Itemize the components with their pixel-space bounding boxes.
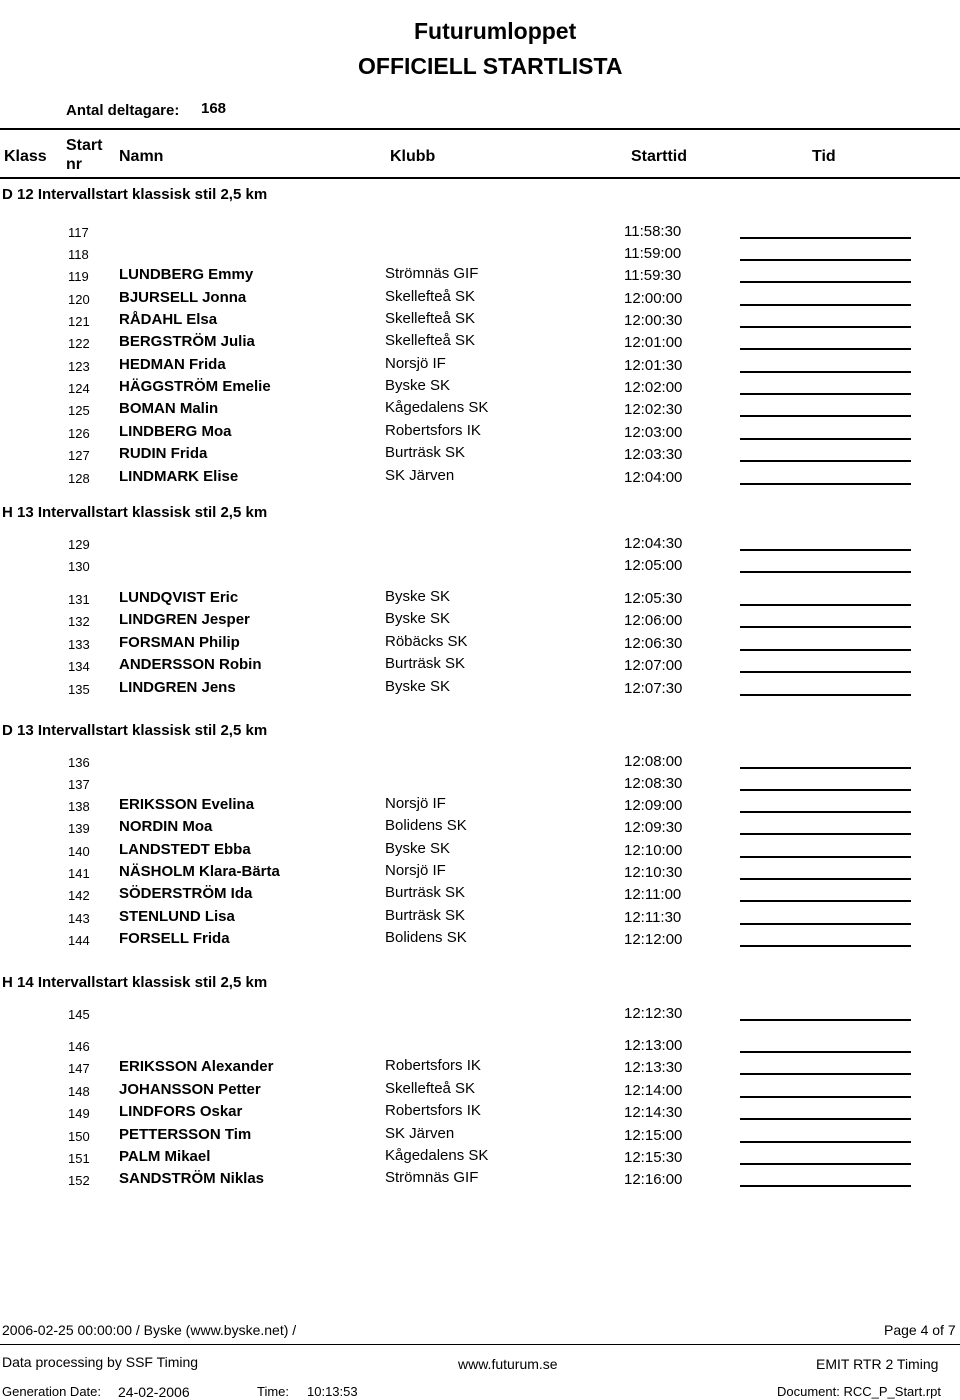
club-name: Burträsk SK [385, 884, 466, 901]
start-row [0, 556, 960, 578]
club-name: Skellefteå SK [385, 310, 476, 327]
start-time: 12:01:30 [624, 357, 683, 374]
start-row [0, 222, 960, 244]
result-time-line [740, 371, 911, 373]
athlete-name: ANDERSSON Robin [119, 656, 262, 673]
result-time-line [740, 1141, 911, 1143]
club-name: Skellefteå SK [385, 288, 476, 305]
start-row [0, 534, 960, 556]
result-time-line [740, 1118, 911, 1120]
result-time-line [740, 1051, 911, 1053]
athlete-name: LINDGREN Jens [119, 679, 236, 696]
start-number: 150 [68, 1129, 90, 1144]
athlete-name: SÖDERSTRÖM Ida [119, 885, 253, 902]
start-number: 117 [68, 225, 89, 240]
col-header-tid: Tid [812, 148, 836, 165]
start-number: 124 [68, 381, 90, 396]
result-time-line [740, 878, 911, 880]
footer-time-value: 10:13:53 [307, 1384, 358, 1399]
start-time: 12:08:30 [624, 775, 683, 792]
start-row [0, 333, 960, 355]
start-row [0, 930, 960, 952]
start-row [0, 266, 960, 288]
club-name: Byske SK [385, 610, 451, 627]
athlete-name: ERIKSSON Alexander [119, 1058, 274, 1075]
start-time: 12:01:00 [624, 334, 683, 351]
footer-rule [0, 1344, 960, 1345]
start-row [0, 244, 960, 266]
athlete-name: LANDSTEDT Ebba [119, 841, 251, 858]
start-time: 12:04:00 [624, 469, 683, 486]
footer-generation-date: 24-02-2006 [118, 1384, 190, 1400]
result-time-line [740, 1019, 911, 1021]
result-time-line [740, 460, 911, 462]
result-time-line [740, 923, 911, 925]
start-time: 12:00:00 [624, 290, 683, 307]
start-time: 11:58:30 [624, 223, 682, 240]
athlete-name: HÄGGSTRÖM Emelie [119, 378, 271, 395]
start-number: 148 [68, 1084, 90, 1099]
athlete-name: LINDBERG Moa [119, 423, 232, 440]
participants-label: Antal deltagare: [66, 102, 180, 119]
start-number: 129 [68, 537, 90, 552]
athlete-name: HEDMAN Frida [119, 356, 226, 373]
result-time-line [740, 767, 911, 769]
start-number: 125 [68, 403, 90, 418]
start-number: 120 [68, 292, 90, 307]
club-name: SK Järven [385, 1125, 455, 1142]
club-name: Burträsk SK [385, 907, 466, 924]
start-row [0, 423, 960, 445]
start-time: 11:59:30 [624, 267, 682, 284]
class-section-title: H 14 Intervallstart klassisk stil 2,5 km [2, 974, 268, 991]
start-time: 11:59:00 [624, 245, 682, 262]
athlete-name: BJURSELL Jonna [119, 289, 247, 306]
club-name: Bolidens SK [385, 929, 467, 946]
page-subtitle: OFFICIELL STARTLISTA [358, 53, 623, 79]
start-time: 12:05:00 [624, 557, 683, 574]
start-number: 135 [68, 682, 90, 697]
start-time: 12:10:30 [624, 864, 683, 881]
start-number: 133 [68, 637, 90, 652]
start-time: 12:02:30 [624, 401, 683, 418]
athlete-name: SANDSTRÖM Niklas [119, 1170, 265, 1187]
club-name: Byske SK [385, 678, 451, 695]
start-row [0, 656, 960, 678]
result-time-line [740, 438, 911, 440]
header-bottom-rule [0, 177, 960, 179]
start-time: 12:15:00 [624, 1127, 683, 1144]
start-row [0, 885, 960, 907]
class-section-title: D 13 Intervallstart klassisk stil 2,5 km [2, 722, 268, 739]
start-number: 137 [68, 777, 90, 792]
result-time-line [740, 626, 911, 628]
athlete-name: LUNDQVIST Eric [119, 589, 239, 606]
start-number: 122 [68, 336, 90, 351]
start-number: 123 [68, 359, 90, 374]
start-number: 132 [68, 614, 90, 629]
start-time: 12:15:30 [624, 1149, 683, 1166]
start-number: 147 [68, 1061, 90, 1076]
athlete-name: NÄSHOLM Klara-Bärta [119, 863, 280, 880]
start-number: 128 [68, 471, 90, 486]
start-row [0, 1103, 960, 1125]
club-name: Norsjö IF [385, 795, 446, 812]
class-section-title: D 12 Intervallstart klassisk stil 2,5 km [2, 186, 268, 203]
footer-generation-label: Generation Date: [2, 1384, 102, 1399]
club-name: Norsjö IF [385, 862, 446, 879]
start-number: 119 [68, 269, 89, 284]
result-time-line [740, 483, 911, 485]
athlete-name: JOHANSSON Petter [119, 1081, 261, 1098]
club-name: Kågedalens SK [385, 1147, 489, 1164]
result-time-line [740, 833, 911, 835]
start-time: 12:07:00 [624, 657, 683, 674]
start-row [0, 468, 960, 490]
result-time-line [740, 1073, 911, 1075]
athlete-name: STENLUND Lisa [119, 908, 235, 925]
athlete-name: BERGSTRÖM Julia [119, 333, 255, 350]
footer-page: Page 4 of 7 [884, 1322, 956, 1338]
start-time: 12:07:30 [624, 680, 683, 697]
start-number: 138 [68, 799, 90, 814]
col-header-klubb: Klubb [390, 148, 436, 165]
participants-count: 168 [201, 100, 227, 117]
start-row [0, 611, 960, 633]
club-name: Robertsfors IK [385, 1057, 481, 1074]
start-time: 12:14:00 [624, 1082, 683, 1099]
result-time-line [740, 1163, 911, 1165]
club-name: Röbäcks SK [385, 633, 468, 650]
footer-system: EMIT RTR 2 Timing [816, 1356, 939, 1372]
result-time-line [740, 604, 911, 606]
footer-document: Document: RCC_P_Start.rpt [777, 1384, 942, 1399]
result-time-line [740, 649, 911, 651]
start-row [0, 1126, 960, 1148]
start-row [0, 1036, 960, 1058]
start-row [0, 1148, 960, 1170]
start-number: 146 [68, 1039, 90, 1054]
result-time-line [740, 304, 911, 306]
start-number: 152 [68, 1173, 90, 1188]
athlete-name: FORSELL Frida [119, 930, 230, 947]
start-time: 12:00:30 [624, 312, 683, 329]
athlete-name: ERIKSSON Evelina [119, 796, 255, 813]
start-row [0, 752, 960, 774]
result-time-line [740, 694, 911, 696]
start-number: 126 [68, 426, 90, 441]
col-header-namn: Namn [119, 148, 164, 165]
start-row [0, 679, 960, 701]
start-row [0, 774, 960, 796]
club-name: Strömnäs GIF [385, 265, 479, 282]
athlete-name: NORDIN Moa [119, 818, 213, 835]
start-row [0, 1004, 960, 1026]
footer-time-label: Time: [257, 1384, 290, 1399]
club-name: Strömnäs GIF [385, 1169, 479, 1186]
start-time: 12:09:30 [624, 819, 683, 836]
start-number: 143 [68, 911, 90, 926]
start-number: 139 [68, 821, 90, 836]
result-time-line [740, 789, 911, 791]
start-time: 12:14:30 [624, 1104, 683, 1121]
result-time-line [740, 571, 911, 573]
start-time: 12:12:30 [624, 1005, 683, 1022]
start-row [0, 589, 960, 611]
start-number: 130 [68, 559, 90, 574]
start-time: 12:11:30 [624, 909, 682, 926]
start-number: 121 [68, 314, 90, 329]
start-row [0, 1170, 960, 1192]
start-time: 12:05:30 [624, 590, 683, 607]
athlete-name: PETTERSSON Tim [119, 1126, 252, 1143]
start-number: 151 [68, 1151, 90, 1166]
athlete-name: LUNDBERG Emmy [119, 266, 254, 283]
result-time-line [740, 945, 911, 947]
start-row [0, 289, 960, 311]
start-time: 12:11:00 [624, 886, 682, 903]
start-number: 142 [68, 888, 90, 903]
start-number: 141 [68, 866, 90, 881]
club-name: Robertsfors IK [385, 1102, 481, 1119]
start-row [0, 400, 960, 422]
start-row [0, 311, 960, 333]
col-header-starttid: Starttid [631, 148, 687, 165]
result-time-line [740, 1096, 911, 1098]
athlete-name: RÅDAHL Elsa [119, 311, 218, 328]
start-row [0, 378, 960, 400]
club-name: Skellefteå SK [385, 1080, 476, 1097]
athlete-name: RUDIN Frida [119, 445, 208, 462]
result-time-line [740, 326, 911, 328]
start-row [0, 634, 960, 656]
start-number: 149 [68, 1106, 90, 1121]
athlete-name: PALM Mikael [119, 1148, 211, 1165]
result-time-line [740, 1185, 911, 1187]
club-name: Byske SK [385, 588, 451, 605]
club-name: Robertsfors IK [385, 422, 481, 439]
start-row [0, 863, 960, 885]
start-row [0, 1058, 960, 1080]
result-time-line [740, 259, 911, 261]
start-number: 136 [68, 755, 90, 770]
club-name: Byske SK [385, 840, 451, 857]
athlete-name: LINDMARK Elise [119, 468, 239, 485]
club-name: Norsjö IF [385, 355, 446, 372]
start-time: 12:09:00 [624, 797, 683, 814]
start-time: 12:13:30 [624, 1059, 683, 1076]
start-row [0, 818, 960, 840]
result-time-line [740, 281, 911, 283]
header-top-rule [0, 128, 960, 130]
start-time: 12:13:00 [624, 1037, 683, 1054]
start-time: 12:10:00 [624, 842, 683, 859]
start-time: 12:04:30 [624, 535, 683, 552]
start-number: 144 [68, 933, 90, 948]
start-time: 12:03:30 [624, 446, 683, 463]
club-name: Bolidens SK [385, 817, 467, 834]
result-time-line [740, 415, 911, 417]
result-time-line [740, 671, 911, 673]
start-time: 12:06:30 [624, 635, 683, 652]
start-row [0, 841, 960, 863]
footer-website: www.futurum.se [458, 1356, 558, 1372]
result-time-line [740, 549, 911, 551]
page-title: Futurumloppet [414, 18, 577, 44]
start-row [0, 908, 960, 930]
start-time: 12:02:00 [624, 379, 683, 396]
result-time-line [740, 393, 911, 395]
footer-processing: Data processing by SSF Timing [2, 1354, 199, 1370]
result-time-line [740, 237, 911, 239]
start-number: 127 [68, 448, 90, 463]
start-time: 12:12:00 [624, 931, 683, 948]
start-number: 134 [68, 659, 90, 674]
footer-info: 2006-02-25 00:00:00 / Byske (www.byske.net) / [2, 1322, 297, 1338]
athlete-name: FORSMAN Philip [119, 634, 240, 651]
athlete-name: LINDGREN Jesper [119, 611, 250, 628]
start-time: 12:16:00 [624, 1171, 683, 1188]
start-number: 118 [68, 247, 89, 262]
start-time: 12:06:00 [624, 612, 683, 629]
result-time-line [740, 348, 911, 350]
start-number: 131 [68, 592, 90, 607]
club-name: SK Järven [385, 467, 455, 484]
col-header-nr: nr [66, 156, 82, 173]
start-number: 145 [68, 1007, 90, 1022]
athlete-name: BOMAN Malin [119, 400, 219, 417]
start-row [0, 796, 960, 818]
result-time-line [740, 811, 911, 813]
club-name: Skellefteå SK [385, 332, 476, 349]
start-number: 140 [68, 844, 90, 859]
start-row [0, 1081, 960, 1103]
start-row [0, 445, 960, 467]
start-time: 12:03:00 [624, 424, 683, 441]
club-name: Kågedalens SK [385, 399, 489, 416]
club-name: Burträsk SK [385, 655, 466, 672]
club-name: Byske SK [385, 377, 451, 394]
col-header-start: Start [66, 137, 103, 154]
result-time-line [740, 856, 911, 858]
col-header-klass: Klass [4, 148, 47, 165]
club-name: Burträsk SK [385, 444, 466, 461]
start-row [0, 356, 960, 378]
class-section-title: H 13 Intervallstart klassisk stil 2,5 km [2, 504, 268, 521]
start-time: 12:08:00 [624, 753, 683, 770]
athlete-name: LINDFORS Oskar [119, 1103, 243, 1120]
result-time-line [740, 900, 911, 902]
